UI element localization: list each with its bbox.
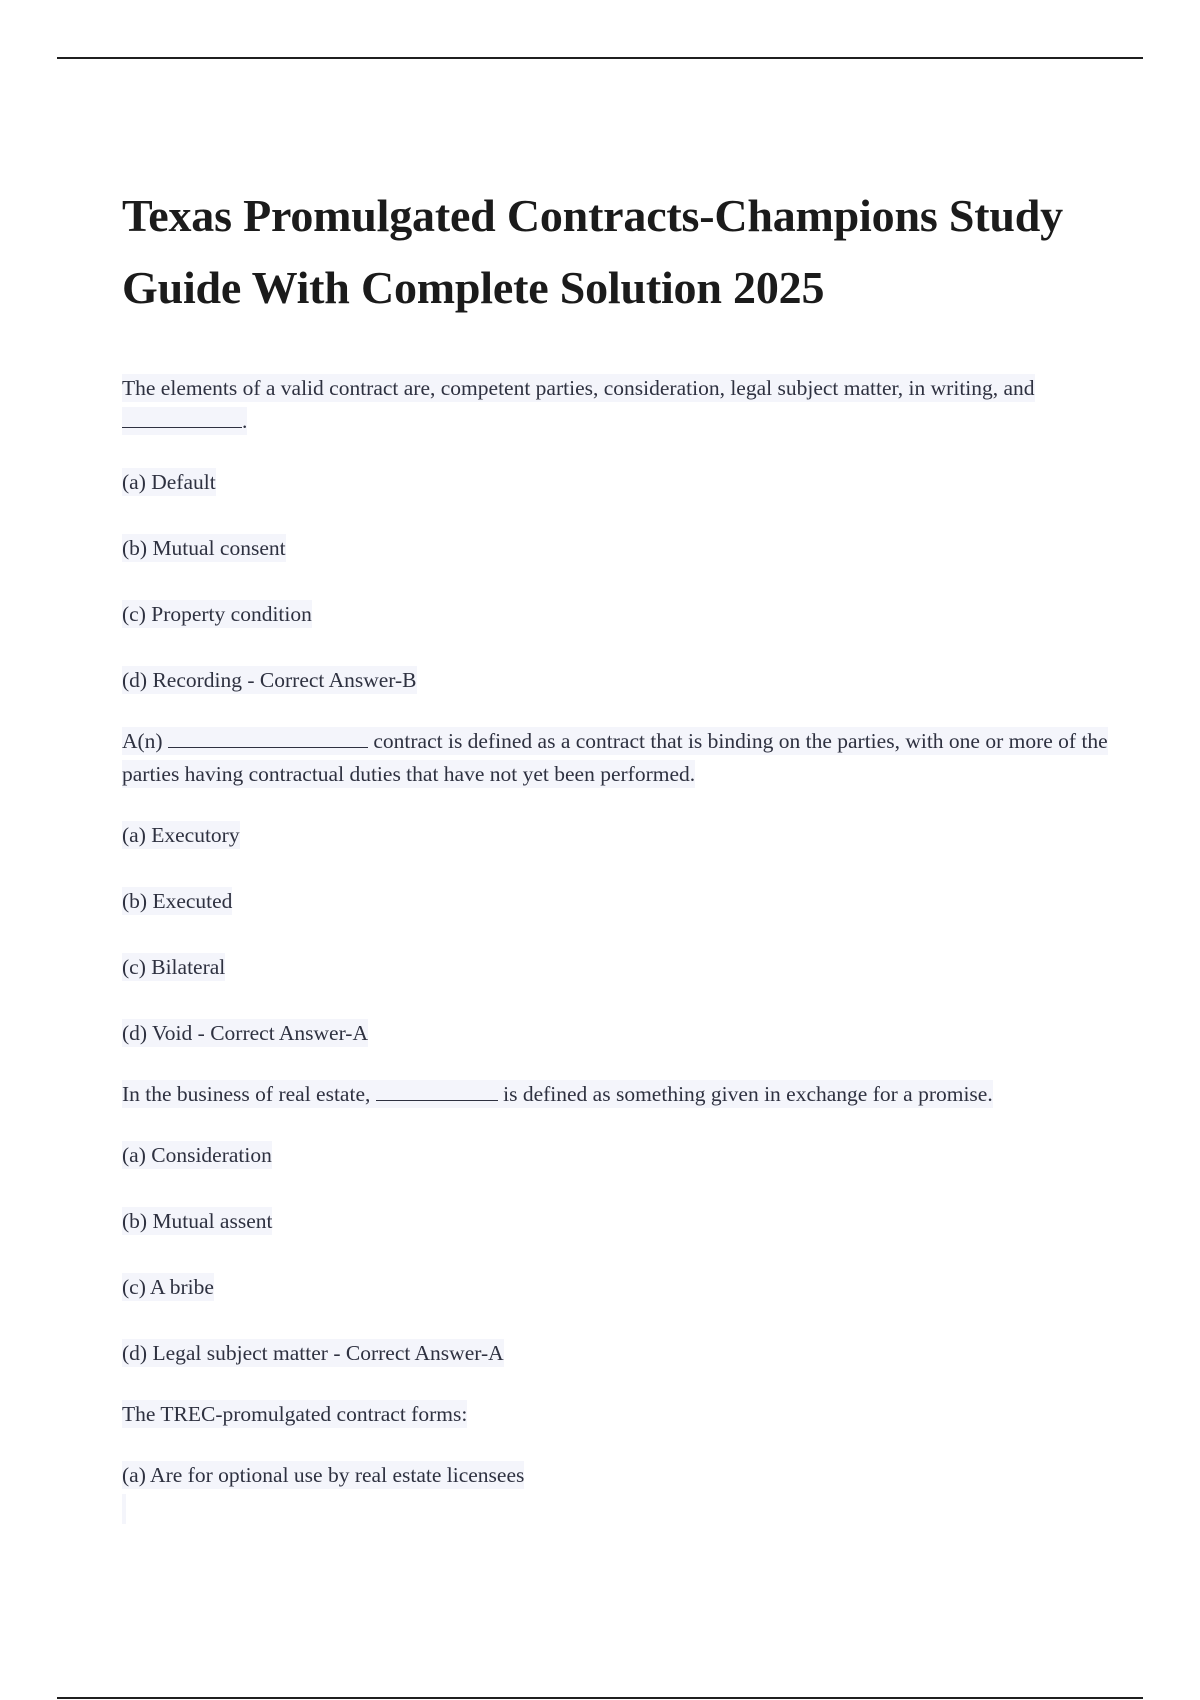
document-content: [122, 180, 1132, 1524]
question-1-text: [122, 372, 1132, 438]
question-3-suffix: is defined as something given in exchange for a promise.: [503, 1082, 993, 1106]
question-3-prefix: In the business of real estate,: [122, 1082, 371, 1106]
question-2-option-d: (d) Void - Correct Answer-A: [122, 1021, 368, 1045]
question-3-text: [122, 1078, 1132, 1111]
answer-blank: [122, 407, 242, 428]
question-3-option-a: (a) Consideration: [122, 1143, 272, 1167]
question-1-suffix: .: [242, 409, 248, 433]
highlight-tail: [122, 1494, 126, 1524]
question-1-option-a: (a) Default: [122, 470, 216, 494]
question-2-suffix: contract is defined as a contract that is binding on the parties, with one or more of the parties having contractual duties that have not yet been performed.: [122, 729, 1108, 786]
question-3-option-d: (d) Legal subject matter - Correct Answer-A: [122, 1341, 504, 1365]
question-1-prefix: The elements of a valid contract are, competent parties, consideration, legal subject matter, in writing, and: [122, 376, 1035, 400]
answer-blank: [168, 727, 368, 748]
question-2-text: [122, 725, 1132, 791]
question-list: [122, 372, 1132, 1524]
question-1-option-c: (c) Property condition: [122, 602, 312, 626]
document-title: Texas Promulgated Contracts-Champions Study Guide With Complete Solution 2025: [122, 190, 1063, 313]
question-2-option-c: (c) Bilateral: [122, 955, 226, 979]
question-3-option-c: (c) A bribe: [122, 1275, 214, 1299]
bottom-rule: [57, 1697, 1143, 1699]
question-3-option-b: (b) Mutual assent: [122, 1209, 273, 1233]
question-1-option-b: (b) Mutual consent: [122, 536, 286, 560]
question-2-prefix: A(n): [122, 729, 163, 753]
question-2-option-a: (a) Executory: [122, 823, 240, 847]
question-4-text: The TREC-promulgated contract forms:: [122, 1402, 468, 1426]
question-2-option-b: (b) Executed: [122, 889, 233, 913]
question-1-option-d: (d) Recording - Correct Answer-B: [122, 668, 417, 692]
question-4-option-a: (a) Are for optional use by real estate licensees: [122, 1463, 525, 1487]
top-rule: [57, 57, 1143, 59]
answer-blank: [376, 1080, 498, 1101]
